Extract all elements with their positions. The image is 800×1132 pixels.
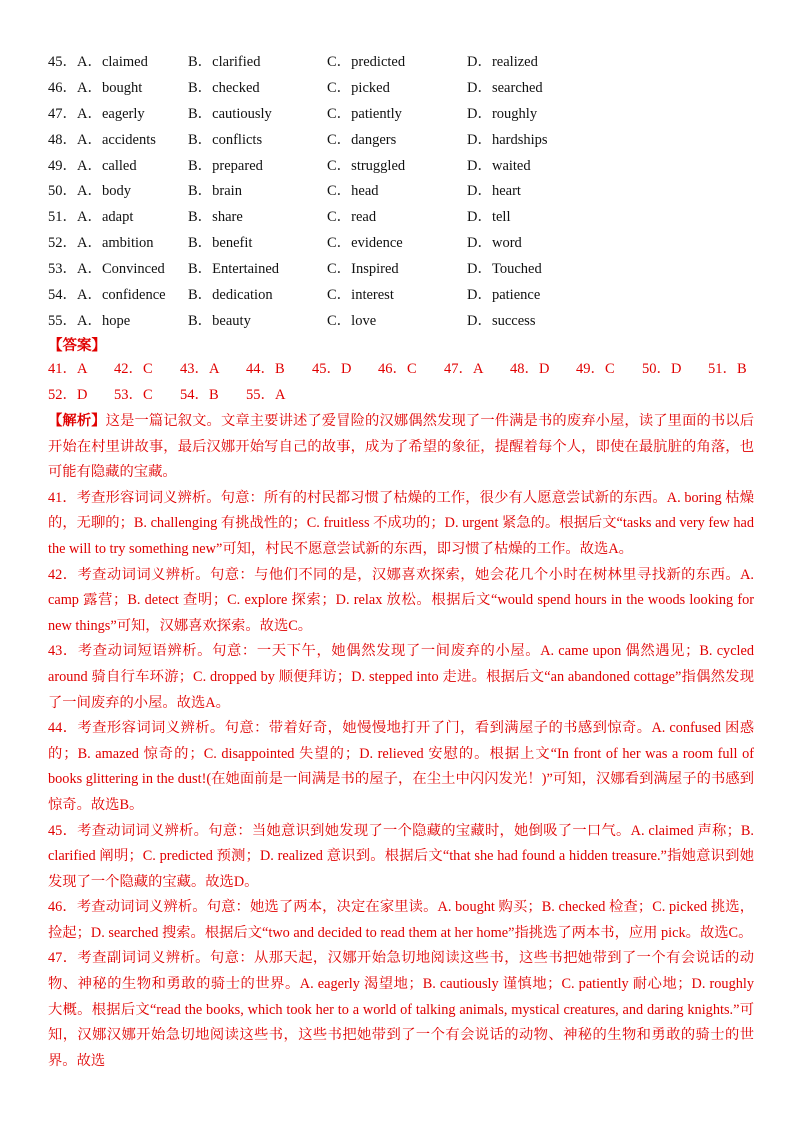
explanation-item: 41．考查形容词词义辨析。句意：所有的村民都习惯了枯燥的工作，很少有人愿意尝试新的东西。A. boring 枯燥的，无聊的；B. challenging 有挑战性的；C. fruitless 不成功的；D. urgent 紧急的。根据后文“tasks and very few had the will to try something new”可知，村民不愿意尝试新的东西，即习惯了枯燥的工作。故选A。 [48,489,754,557]
explanation [48,409,754,1074]
option-b: B．beauty [188,312,251,329]
option-row [48,128,768,154]
explanation-item: 44．考查形容词词义辨析。句意：带着好奇，她慢慢地打开了门，看到满屋子的书感到惊奇。A. confused 困惑的；B. amazed 惊奇的；C. disappointed 失望的；D. relieved 安慰的。根据上文“In front of her was a room full of books glittering in the dust!(在她面前是一间满是书的屋子，在尘土中闪闪发光！)”可知，汉娜看到满屋子的书感到惊奇。故选B。 [48,720,754,813]
option-b: B．benefit [188,235,253,252]
option-c: C．predicted [327,54,406,70]
option-d: D．Touched [467,261,542,278]
option-d: D．realized [467,54,538,70]
option-b: B．checked [188,79,260,96]
option-c: C．dangers [327,131,397,148]
option-b: B．Entertained [188,261,280,278]
explanation-item: 47．考查副词词义辨析。句意：从那天起，汉娜开始急切地阅读这些书，这些书把她带到了一个有会说话的动物、神秘的生物和勇敢的骑士的世界。A. eagerly 渴望地；B. cautiously 谨慎地；C. patiently 耐心地；D. roughly 大概。根据后文“read the books, which took her to a world of talking animals, mystical creatures, and daring knights.”可知，汉娜汉娜开始急切地阅读这些书，这些书把她带到了一个有会说话的动物、神秘的生物和勇敢的骑士的世界。故选 [48,950,754,1069]
option-a: 46．A．bought [48,79,143,96]
option-row [48,154,768,180]
option-d: D．patience [467,287,541,304]
option-a: 48．A．accidents [48,131,156,148]
option-a: 51．A．adapt [48,209,134,226]
option-d: D．heart [467,183,521,200]
option-c: C．picked [327,79,390,96]
option-row [48,257,768,283]
option-c: C．head [327,183,379,200]
option-b: B．clarified [188,54,261,70]
answer-label: 【答案】 [48,338,106,354]
option-row [48,102,768,128]
option-row [48,179,768,205]
option-row [48,76,768,102]
option-b: B．conflicts [188,131,263,148]
option-row [48,231,768,257]
option-a: 50．A．body [48,183,131,200]
option-row [48,309,768,335]
option-c: C．interest [327,287,394,304]
answer-item: 49．C [576,361,615,377]
option-a: 53．A．Convinced [48,261,165,278]
option-d: D．success [467,312,536,329]
answer-item: 45．D [312,361,352,377]
explanation-item: 42．考查动词词义辨析。句意：与他们不同的是，汉娜喜欢探索，她会花几个小时在树林里寻找新的东西。A. camp 露营；B. detect 查明；C. explore 探索；D. relax 放松。根据后文“would spend hours in the woods looking for new things”可知，汉娜喜欢探索。故选C。 [48,566,754,634]
option-d: D．searched [467,79,543,96]
explanation-label: 【解析】 [48,413,106,429]
option-d: D．word [467,235,522,252]
explanation-item: 46．考查动词词义辨析。句意：她选了两本，决定在家里读。A. bought 购买；B. checked 检查；C. picked 挑选，捡起；D. searched 搜索。根据后文“two and decided to read them at her home”指挑选了两本书，应用 pick。故选C。 [48,899,754,941]
option-c: C．read [327,209,377,226]
option-row [48,283,768,309]
option-d: D．tell [467,209,511,226]
answer-item: 41．A [48,361,88,377]
option-b: B．prepared [188,157,263,174]
option-a: 54．A．confidence [48,287,166,304]
answer-item: 42．C [114,361,153,377]
answer-item: 51．B [708,361,747,377]
answer-item: 46．C [378,361,417,377]
option-d: D．hardships [467,131,548,148]
option-b: B．cautiously [188,105,272,122]
option-c: C．patiently [327,105,402,122]
option-d: D．waited [467,157,531,174]
option-b: B．brain [188,183,242,200]
answer-item: 47．A [444,361,484,377]
option-d: D．roughly [467,105,538,122]
explanation-item: 43．考查动词短语辨析。句意：一天下午，她偶然发现了一间废弃的小屋。A. came upon 偶然遇见；B. cycled around 骑自行车环游；C. dropped by 顺便拜访；D. stepped into 走进。根据后文“an abandoned cottage”指偶然发现了一间废弃的小屋。故选A。 [48,643,754,711]
answer-item: 50．D [642,361,682,377]
option-c: C．love [327,312,377,329]
answer-item: 54．B [180,387,219,403]
explanation-item: 45．考查动词词义辨析。句意：当她意识到她发现了一个隐藏的宝藏时，她倒吸了一口气。A. claimed 声称；B. clarified 阐明；C. predicted 预测；D. realized 意识到。根据后文“that she had found a hidden treasure.”指她意识到她发现了一个隐藏的宝藏。故选D。 [48,822,754,890]
option-row [48,205,768,231]
answer-item: 43．A [180,361,220,377]
option-row [48,50,768,76]
option-c: C．Inspired [327,261,399,278]
option-c: C．struggled [327,157,406,174]
answer-row-2 [48,384,758,406]
option-a: 52．A．ambition [48,235,154,252]
answer-item: 53．C [114,387,153,403]
option-b: B．share [188,209,243,226]
option-b: B．dedication [188,287,273,304]
answer-item: 44．B [246,361,285,377]
option-a: 55．A．hope [48,312,131,329]
answer-row-1 [48,358,758,380]
answer-item: 52．D [48,387,88,403]
explanation-intro: 【解析】这是一篇记叙文。文章主要讲述了爱冒险的汉娜偶然发现了一件满是书的废弃小屋，读了里面的书以后开始在村里讲故事，最后汉娜开始写自己的故事，成为了希望的象征，提醒着每个人，即使在最肮脏的角落，也可能有隐藏的宝藏。 [48,413,755,481]
answer-item: 55．A [246,387,286,403]
option-c: C．evidence [327,235,403,252]
option-a: 45．A．claimed [48,54,148,70]
options-list [48,50,768,335]
answer-item: 48．D [510,361,550,377]
option-a: 47．A．eagerly [48,105,145,122]
option-a: 49．A．called [48,157,137,174]
